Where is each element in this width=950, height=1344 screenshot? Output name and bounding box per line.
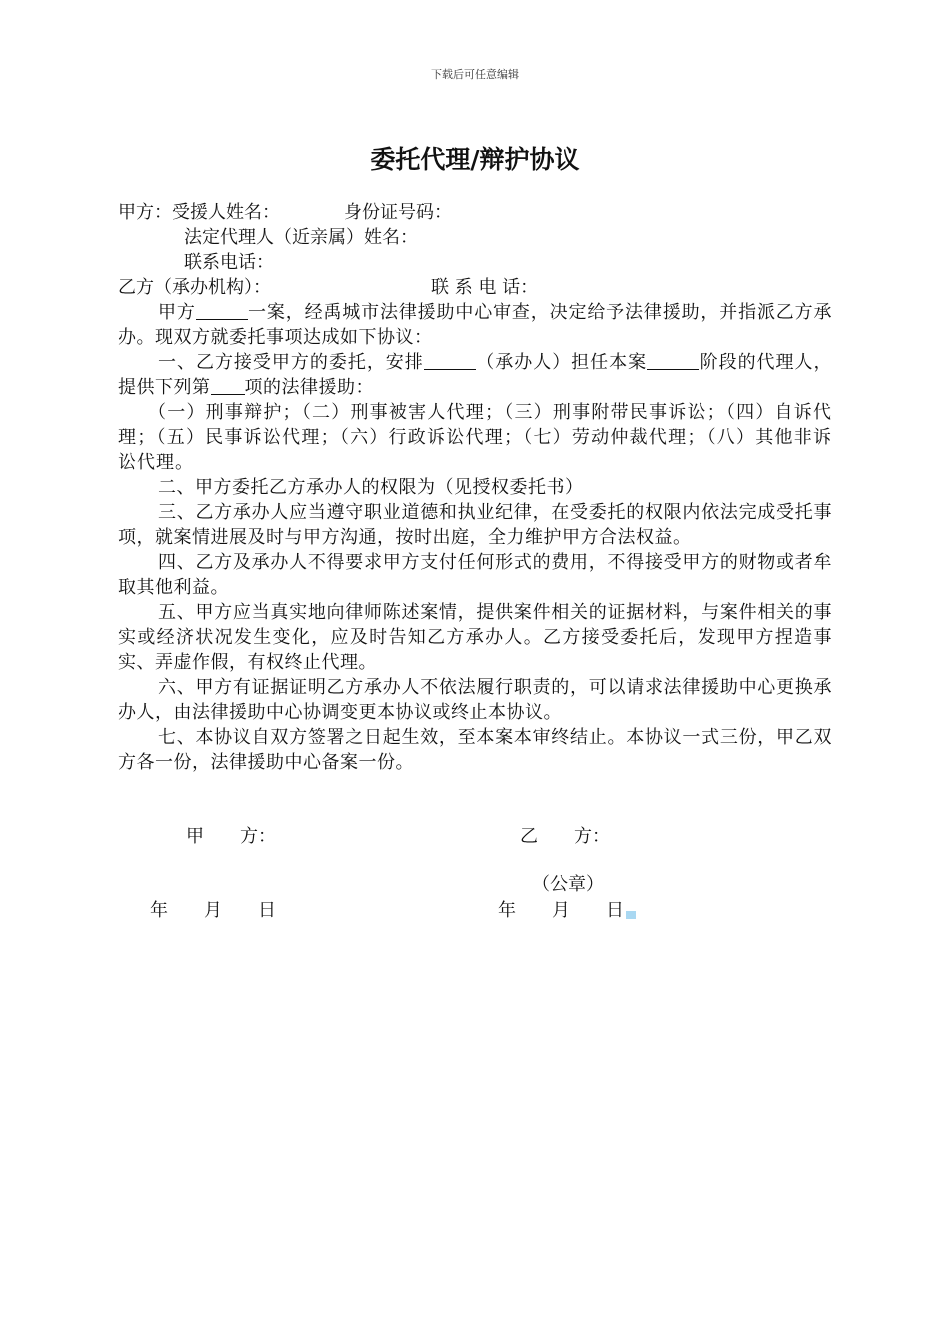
clause-2: 二、甲方委托乙方承办人的权限为（见授权委托书） — [158, 477, 584, 498]
official-seal-label: （公章） — [532, 874, 604, 895]
date-party-b: 年 月 日 — [498, 900, 624, 921]
document-title: 委托代理/辩护协议 — [370, 145, 580, 174]
party-a-line — [118, 200, 832, 225]
page-header: 下载后可任意编辑 — [431, 68, 519, 81]
intro-prefix: 甲方 — [158, 302, 196, 323]
clause-7: 七、本协议自双方签署之日起生效，至本案本审终结止。本协议一式三份，甲乙双方各一份，法律援助中心备案一份。 — [118, 727, 832, 773]
clause-1 — [118, 350, 832, 400]
clause-3: 三、乙方承办人应当遵守职业道德和执业纪律，在受委托的权限内依法完成受托事项，就案情进展及时与甲方沟通，按时出庭，全力维护甲方合法权益。 — [118, 502, 832, 548]
services-list: （一）刑事辩护；（二）刑事被害人代理；（三）刑事附带民事诉讼；（四）自诉代理；（五）民事诉讼代理；（六）行政诉讼代理；（七）劳动仲裁代理；（八）其他非诉讼代理。 — [118, 402, 832, 473]
clause-4: 四、乙方及承办人不得要求甲方支付任何形式的费用，不得接受甲方的财物或者牟取其他利益。 — [118, 552, 832, 598]
party-a-phone-line — [118, 250, 832, 275]
clause-1-part2: （承办人）担任本案 — [475, 352, 648, 373]
text-cursor-marker — [626, 911, 636, 919]
item-number-blank — [211, 376, 245, 395]
signature-party-a: 甲 方： — [186, 826, 276, 847]
clause-1-part1: 一、乙方接受甲方的委托，安排 — [158, 352, 424, 373]
date-party-b-wrap — [498, 898, 636, 923]
intro-paragraph — [118, 300, 832, 350]
party-a-guardian-label: 法定代理人（近亲属）姓名： — [184, 227, 418, 248]
clause-1-part4: 项的法律援助： — [244, 377, 374, 398]
party-b-label: 乙方（承办机构）： — [118, 277, 271, 298]
case-name-blank — [196, 301, 248, 320]
party-a-guardian-line — [118, 225, 832, 250]
party-a-name-label: 甲方：受援人姓名： — [118, 202, 280, 223]
party-a-phone-label: 联系电话： — [184, 252, 274, 273]
clause-1-part3: 阶段的代理人，提供下列第 — [118, 352, 833, 398]
date-party-a: 年 月 日 — [150, 900, 276, 921]
party-b-line — [118, 275, 832, 300]
handler-blank — [424, 351, 476, 370]
clause-6: 六、甲方有证据证明乙方承办人不依法履行职责的，可以请求法律援助中心更换承办人，由法律援助中心协调变更本协议或终止本协议。 — [118, 677, 832, 723]
signature-party-b: 乙 方： — [520, 826, 610, 847]
document-body — [118, 200, 832, 775]
party-a-id-label: 身份证号码： — [344, 202, 452, 223]
stage-blank — [647, 351, 699, 370]
party-b-phone-label: 联 系 电 话： — [431, 277, 539, 298]
clause-5: 五、甲方应当真实地向律师陈述案情，提供案件相关的证据材料，与案件相关的事实或经济状况发生变化，应及时告知乙方承办人。乙方接受委托后，发现甲方捏造事实、弄虚作假，有权终止代理。 — [118, 602, 832, 673]
intro-suffix: 一案，经禹城市法律援助中心审查，决定给予法律援助，并指派乙方承办。现双方就委托事项达成如下协议： — [118, 302, 833, 348]
